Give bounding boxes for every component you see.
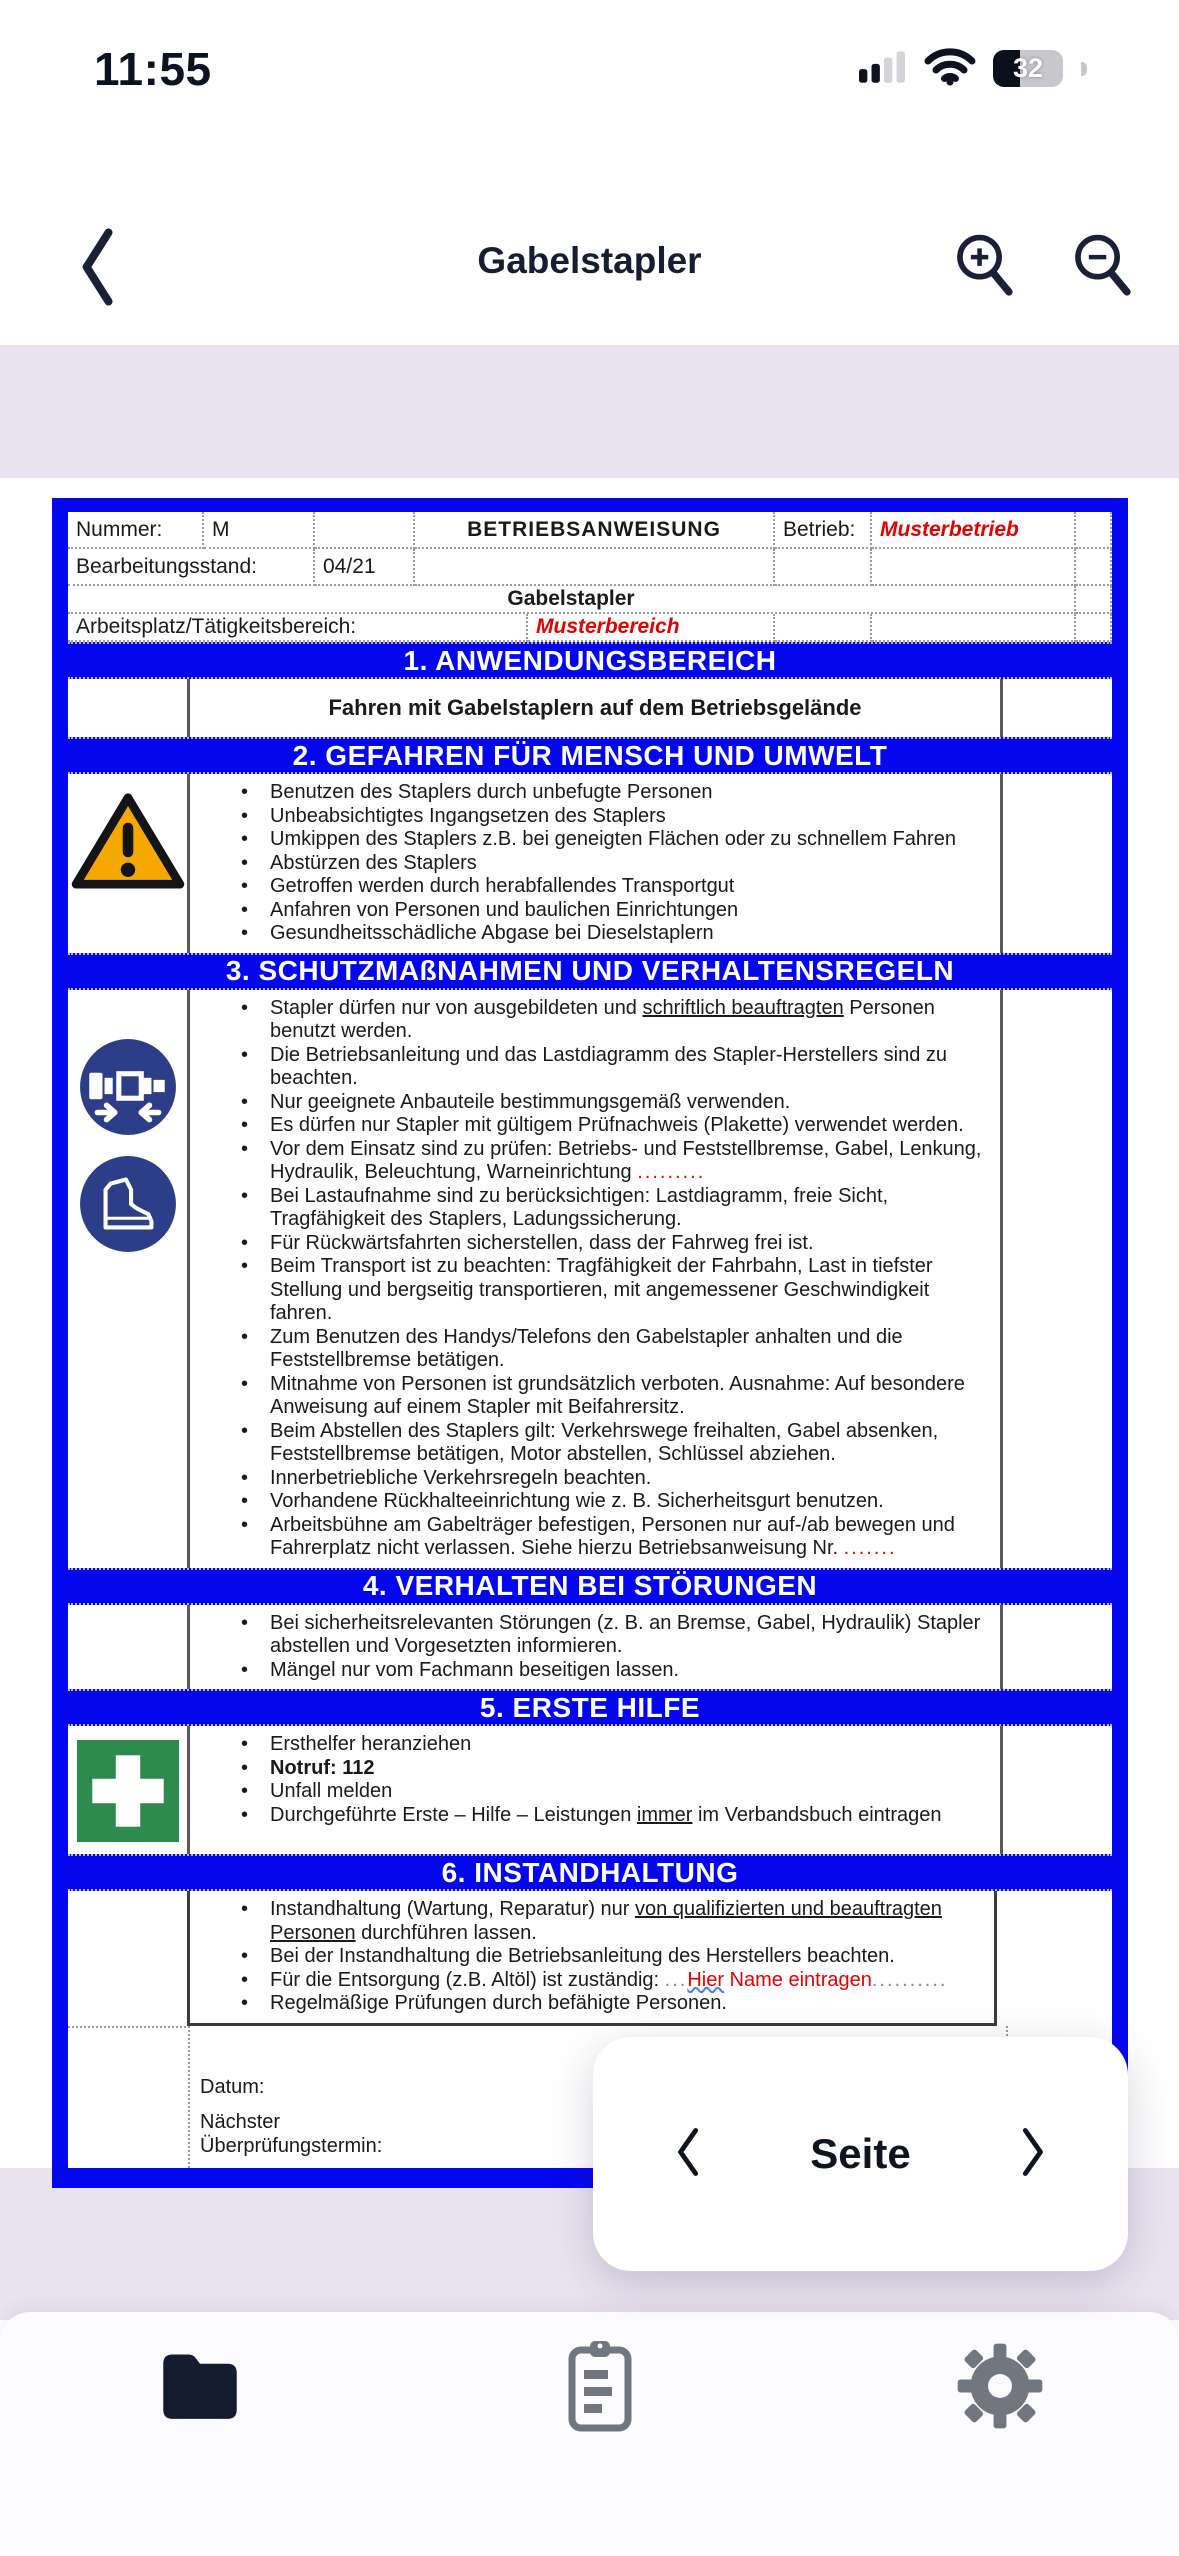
section-4-body <box>68 1605 1112 1690</box>
section-6-body <box>68 1891 1112 2026</box>
bullet-item: • Vorhandene Rückhalteeinrichtung wie z. B. Sicherheitsgurt benutzen. <box>233 1490 986 1514</box>
doc-header-row-1 <box>68 512 1112 549</box>
empty-cell <box>1000 774 1106 953</box>
section-4-header <box>68 1568 1112 1605</box>
next-check-label-line1: Nächster <box>200 2111 281 2133</box>
empty-cell <box>775 614 872 642</box>
section-6-header <box>68 1854 1112 1891</box>
bullet-item: • Unfall melden <box>233 1780 986 1804</box>
bullet-item: • Mängel nur vom Fachmann beseitigen lassen. <box>233 1659 986 1683</box>
empty-cell <box>1076 512 1112 549</box>
bullet-item: • Benutzen des Staplers durch unbefugte Personen <box>233 781 986 805</box>
section-2-title: 2. GEFAHREN FÜR MENSCH UND UMWELT <box>292 739 888 771</box>
section-3-header <box>68 953 1112 990</box>
tab-bar <box>0 2312 1179 2556</box>
empty-cell <box>1000 1605 1106 1690</box>
nummer-value: M <box>204 512 315 549</box>
anwendungsbereich-text: Fahren mit Gabelstaplern auf dem Betriebsgelände <box>328 695 862 720</box>
zoom-in-button[interactable] <box>943 222 1027 318</box>
bereich-value: Musterbereich <box>528 614 775 642</box>
bullet-item: • Durchgeführte Erste – Hilfe – Leistungen immer im Verbandsbuch eintragen <box>233 1804 986 1828</box>
erste-hilfe-list <box>233 1733 986 1827</box>
gefahren-list <box>233 781 986 946</box>
bullet-item: • Unbeabsichtigtes Ingangsetzen des Staplers <box>233 805 986 829</box>
section-1-body <box>68 679 1112 737</box>
bullet-item: • Vor dem Einsatz sind zu prüfen: Betriebs- und Feststellbremse, Gabel, Lenkung, Hydraulik, Beleuchtung, Warneinrichtung ......... <box>233 1138 986 1185</box>
empty-cell <box>872 614 1076 642</box>
empty-cell <box>997 1891 1106 2026</box>
bullet-item: • Instandhaltung (Wartung, Reparatur) nur von qualifizierten und beauftragten Personen durchführen lassen. <box>233 1898 980 1945</box>
section-1-header <box>68 642 1112 679</box>
gear-icon <box>954 2340 1046 2437</box>
icon-cell <box>68 679 190 737</box>
first-aid-cross-icon <box>77 1740 179 1847</box>
bullet-item: • Nur geeignete Anbauteile bestimmungsgemäß verwenden. <box>233 1091 986 1115</box>
section-5-title: 5. ERSTE HILFE <box>479 1691 701 1723</box>
section-5-body <box>68 1726 1112 1854</box>
pdf-viewer-area[interactable] <box>0 345 1179 2320</box>
icon-cell <box>68 990 190 1568</box>
section-4-title: 4. VERHALTEN BEI STÖRUNGEN <box>362 1570 818 1601</box>
zoom-in-icon <box>952 231 1018 310</box>
bullet-item: • Bei sicherheitsrelevanten Störungen (z. B. an Bremse, Gabel, Hydraulik) Stapler abstellen und Vorgesetzten informieren. <box>233 1612 986 1659</box>
chevron-right-icon <box>1016 2124 1052 2185</box>
bullet-item: • Stapler dürfen nur von ausgebildeten und schriftlich beauftragten Personen benutzt werden. <box>233 997 986 1044</box>
page-title: Gabelstapler <box>477 240 702 281</box>
stoerungen-list <box>233 1612 986 1683</box>
doc-header-row-3 <box>68 586 1112 614</box>
battery-icon <box>993 50 1063 87</box>
section-5-header <box>68 1689 1112 1726</box>
bullet-item: • Gesundheitsschädliche Abgase bei Dieselstaplern <box>233 922 986 946</box>
bullet-item: • Notruf: 112 <box>233 1757 986 1781</box>
cellular-signal-icon <box>859 49 907 88</box>
nummer-label: Nummer: <box>68 512 204 549</box>
icon-cell <box>68 1726 190 1854</box>
empty-cell <box>1000 1726 1106 1854</box>
machine-title: Gabelstapler <box>68 586 1076 614</box>
bullet-item: • Beim Transport ist zu beachten: Tragfähigkeit der Fahrbahn, Last in tiefster Stellung und bergseitig transportieren, mit angemessener Geschwindigkeit fahren. <box>233 1255 986 1326</box>
bereich-label: Arbeitsplatz/Tätigkeitsbereich: <box>68 614 528 642</box>
empty-cell <box>1076 614 1112 642</box>
empty-cell <box>1000 679 1106 737</box>
doc-header-row-2 <box>68 549 1112 586</box>
section-3-body <box>68 990 1112 1568</box>
safety-boots-icon <box>77 1153 179 1260</box>
stand-label: Bearbeitungsstand: <box>68 549 315 586</box>
tab-settings[interactable] <box>930 2328 1070 2448</box>
tab-checklists[interactable] <box>530 2328 670 2448</box>
empty-cell <box>315 512 415 549</box>
next-check-label-line2: Überprüfungstermin: <box>200 2134 383 2157</box>
bullet-item: • Innerbetriebliche Verkehrsregeln beachten. <box>233 1467 986 1491</box>
bullet-item: • Anfahren von Personen und baulichen Einrichtungen <box>233 899 986 923</box>
bullet-item: • Bei der Instandhaltung die Betriebsanleitung des Herstellers beachten. <box>233 1945 980 1969</box>
instandhaltung-list <box>233 1898 980 2016</box>
tab-documents[interactable] <box>130 2328 270 2448</box>
zoom-out-icon <box>1070 231 1136 310</box>
status-bar <box>0 28 1179 108</box>
bullet-item: • Die Betriebsanleitung und das Lastdiagramm des Stapler-Herstellers sind zu beachten. <box>233 1044 986 1091</box>
bullet-item: • Es dürfen nur Stapler mit gültigem Prüfnachweis (Plakette) verwendet werden. <box>233 1114 986 1138</box>
bullet-item: • Zum Benutzen des Handys/Telefons den Gabelstapler anhalten und die Feststellbremse betätigen. <box>233 1326 986 1373</box>
section-3-title: 3. SCHUTZMAßNAHMEN UND VERHALTENSREGELN <box>225 955 955 986</box>
betrieb-label: Betrieb: <box>775 512 872 549</box>
doc-header-row-4 <box>68 614 1112 642</box>
battery-percent: 32 <box>1012 53 1044 83</box>
section-6-title: 6. INSTANDHALTUNG <box>441 1856 739 1888</box>
bullet-item: • Ersthelfer heranziehen <box>233 1733 986 1757</box>
bullet-item: • Arbeitsbühne am Gabelträger befestigen, Personen nur auf-/ab bewegen und Fahrerplatz nicht verlassen. Siehe hierzu Betriebsanweisung Nr. ....... <box>233 1514 986 1561</box>
bullet-item: • Getroffen werden durch herabfallendes Transportgut <box>233 875 986 899</box>
betrieb-value: Musterbetrieb <box>872 512 1076 549</box>
bullet-item: • Mitnahme von Personen ist grundsätzlich verboten. Ausnahme: Auf besondere Anweisung auf einem Stapler mit Beifahrersitz. <box>233 1373 986 1420</box>
bullet-item: • Bei Lastaufnahme sind zu berücksichtigen: Lastdiagramm, freie Sicht, Tragfähigkeit des Staplers, Ladungssicherung. <box>233 1185 986 1232</box>
stand-value: 04/21 <box>315 549 415 586</box>
icon-cell <box>68 1891 187 2026</box>
schutzmassnahmen-list <box>233 997 986 1561</box>
betriebsanweisung-document <box>52 498 1128 2188</box>
page-control-label: Seite <box>810 2130 911 2177</box>
empty-cell <box>1000 990 1106 1568</box>
empty-cell <box>775 549 872 586</box>
bullet-item: • Abstürzen des Staplers <box>233 852 986 876</box>
battery-cap <box>1081 62 1087 76</box>
folder-icon <box>158 2347 242 2430</box>
empty-cell <box>1076 549 1112 586</box>
page-navigation-card <box>593 2037 1128 2271</box>
icon-cell <box>68 1605 190 1690</box>
clock-text: 11:55 <box>94 43 212 95</box>
chevron-left-icon <box>669 2124 705 2185</box>
icon-cell <box>68 774 190 953</box>
section-2-header <box>68 737 1112 774</box>
bullet-item: • Für die Entsorgung (z.B. Altöl) ist zuständig: ...Hier Name eintragen.......... <box>233 1969 980 1993</box>
next-page-button[interactable] <box>1004 2114 1064 2194</box>
bullet-item: • Für Rückwärtsfahrten sicherstellen, dass der Fahrweg frei ist. <box>233 1232 986 1256</box>
seatbelt-mandatory-icon <box>77 1036 179 1143</box>
doc-type-title: BETRIEBSANWEISUNG <box>415 512 775 549</box>
bullet-item: • Beim Abstellen des Staplers gilt: Verkehrswege freihalten, Gabel absenken, Feststellbremse betätigen, Motor abstellen, Schlüssel abziehen. <box>233 1420 986 1467</box>
section-1-title: 1. ANWENDUNGSBEREICH <box>403 644 777 676</box>
warning-triangle-icon <box>70 790 186 895</box>
empty-cell <box>68 2026 190 2168</box>
empty-cell <box>1076 586 1112 614</box>
zoom-out-button[interactable] <box>1061 222 1145 318</box>
empty-cell <box>872 549 1076 586</box>
section-2-body <box>68 774 1112 953</box>
clipboard-icon <box>564 2338 636 2439</box>
previous-page-button[interactable] <box>657 2114 717 2194</box>
bullet-item: • Regelmäßige Prüfungen durch befähigte Personen. <box>233 1992 980 2016</box>
datum-label: Datum: <box>200 2075 265 2098</box>
nav-bar <box>0 196 1179 344</box>
document-page <box>0 478 1179 2168</box>
empty-cell <box>415 549 775 586</box>
wifi-icon <box>923 46 977 91</box>
bullet-item: • Umkippen des Staplers z.B. bei geneigten Flächen oder zu schnellem Fahren <box>233 828 986 852</box>
